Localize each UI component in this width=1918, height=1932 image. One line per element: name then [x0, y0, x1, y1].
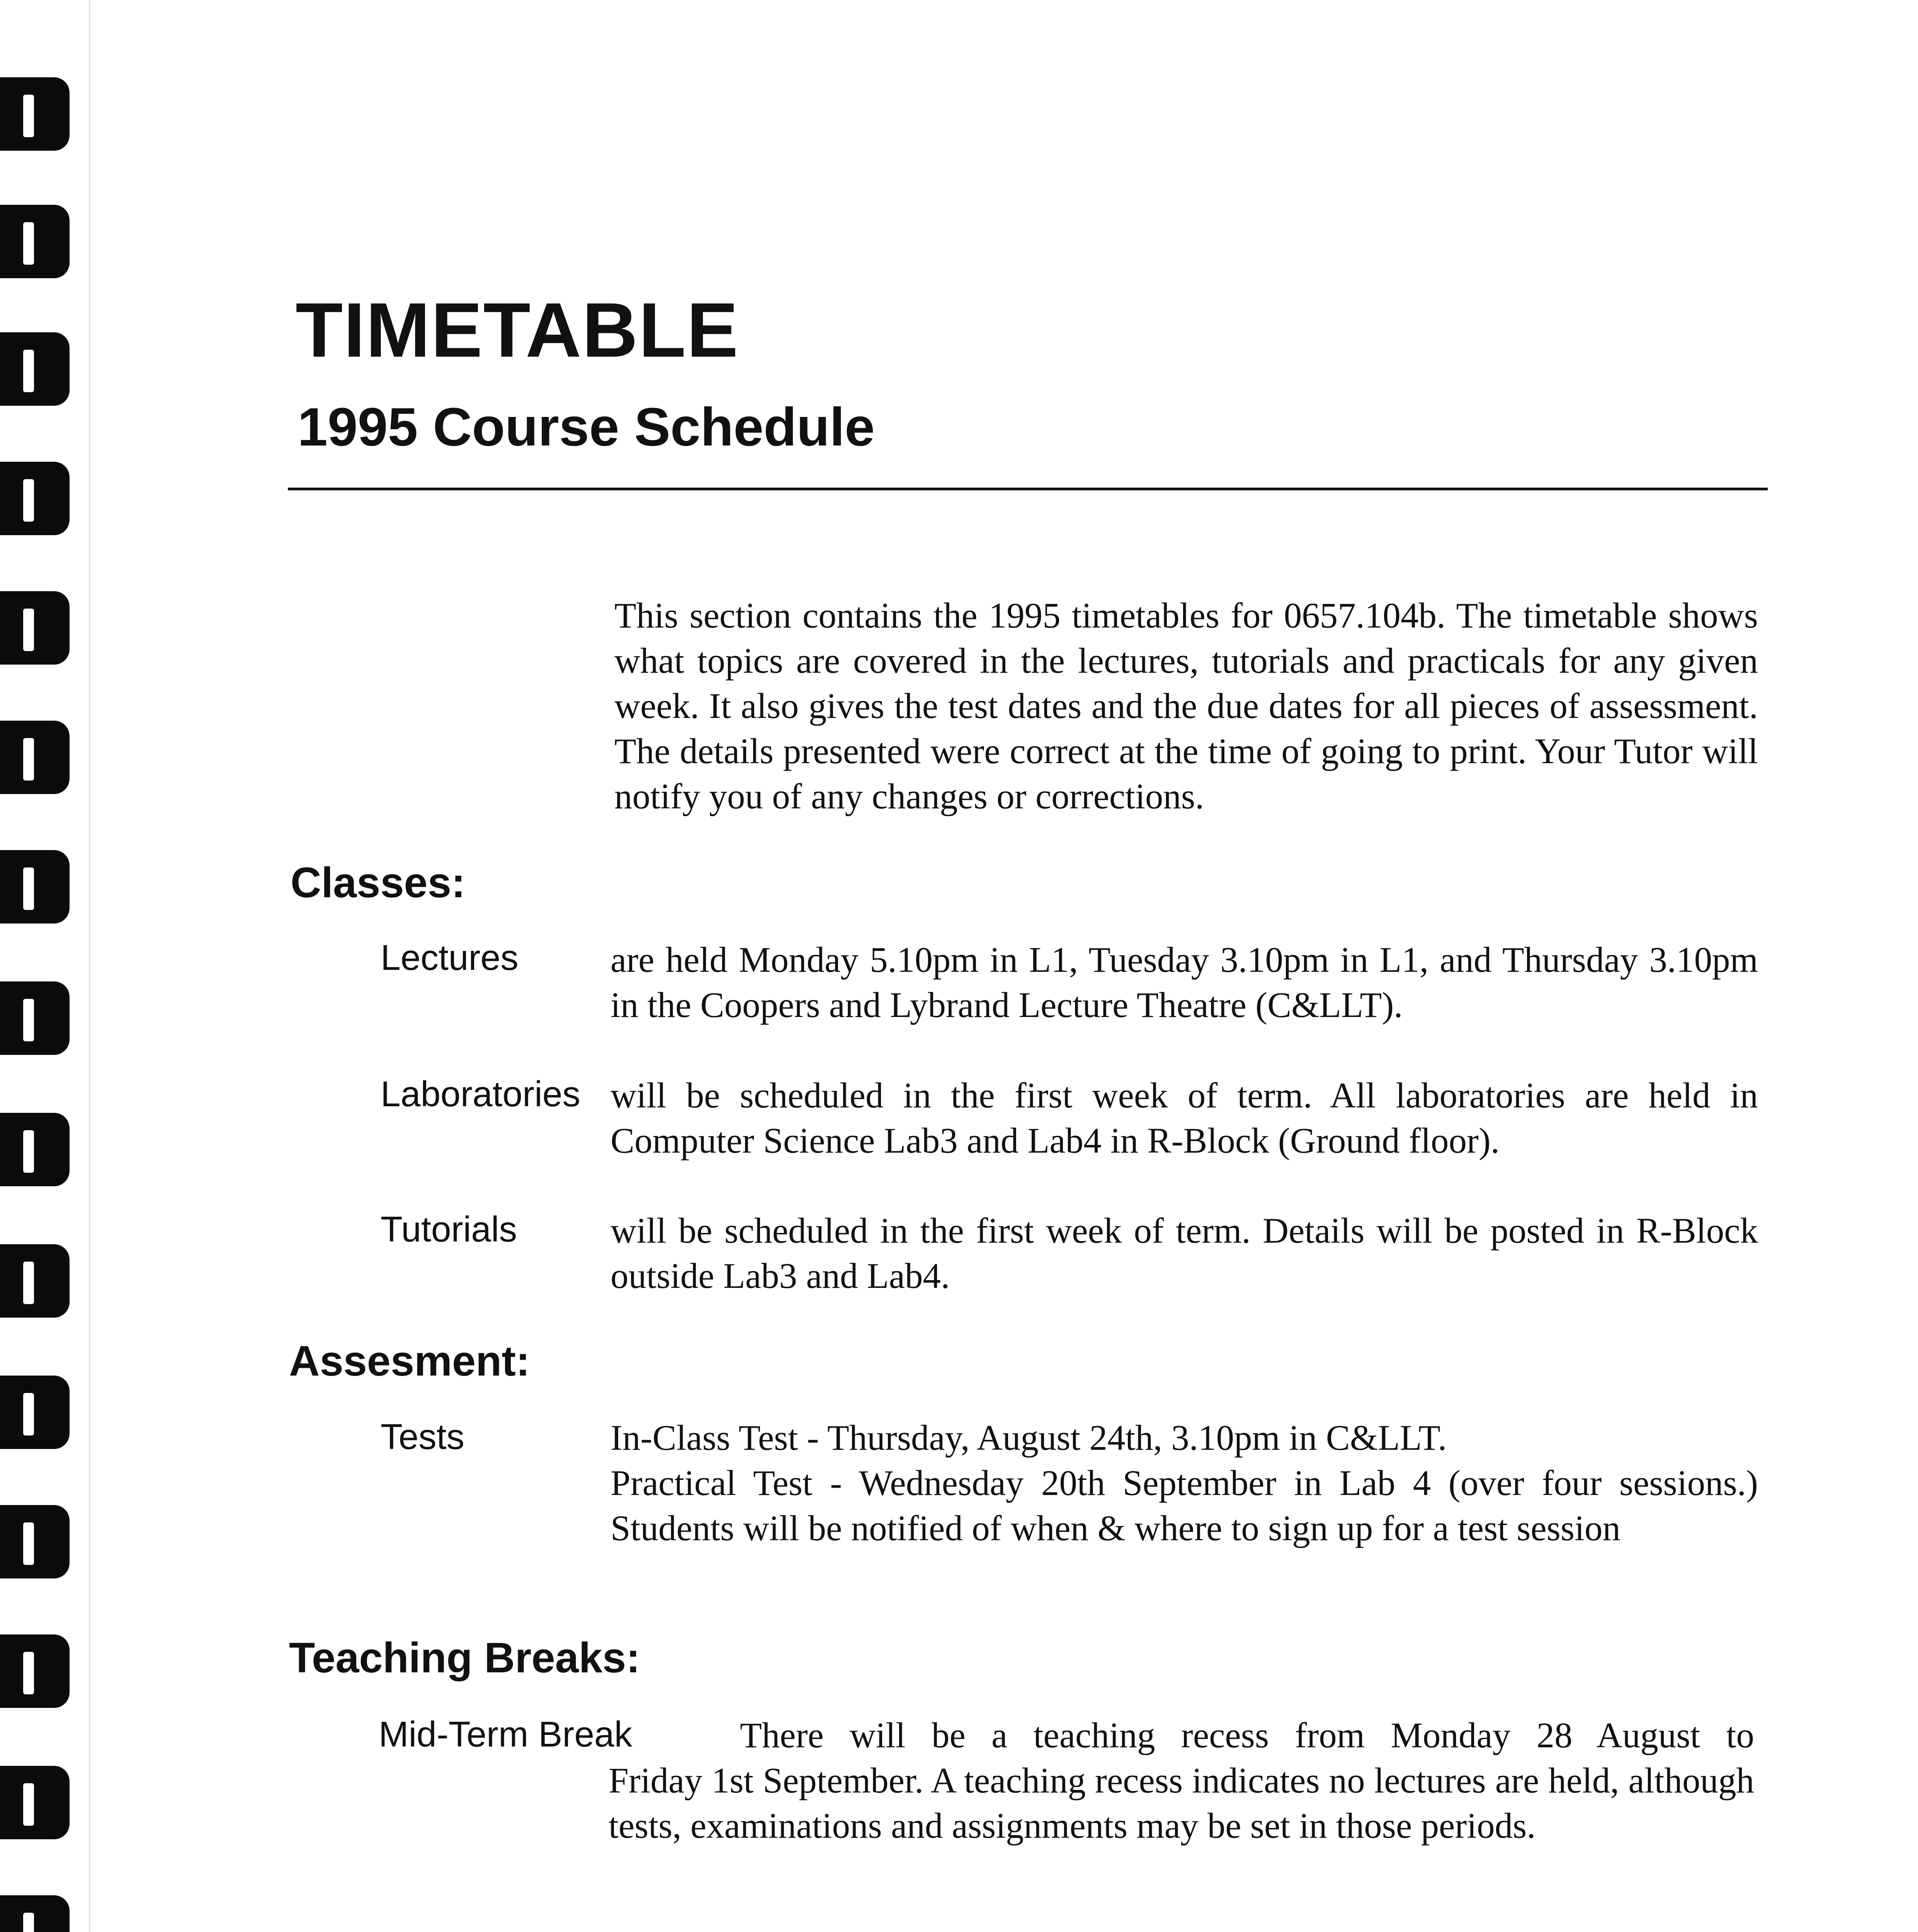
binding-ring — [0, 205, 70, 278]
binding-ring — [0, 591, 70, 665]
tests-details — [610, 1415, 1758, 1551]
binding-ring — [0, 1766, 70, 1839]
binding-ring — [0, 1505, 70, 1578]
header-divider — [288, 488, 1768, 490]
binding-ring — [0, 850, 70, 923]
tests-label: Tests — [381, 1417, 465, 1457]
binding-ring — [0, 332, 70, 406]
laboratories-text: will be scheduled in the first week of term. All laboratories are held in Computer Science Lab3 and Lab4 in R-Block (Ground floor). — [610, 1076, 1758, 1161]
mid-term-break-label: Mid-Term Break — [379, 1714, 633, 1754]
binding-ring — [0, 721, 70, 794]
tutorials-text: will be scheduled in the first week of term. Details will be posted in R-Block outside Lab3 and Lab4. — [610, 1211, 1758, 1296]
lectures-text: are held Monday 5.10pm in L1, Tuesday 3.10pm in L1, and Thursday 3.10pm in the Coopers and Lybrand Lecture Theatre (C&LLT). — [610, 940, 1758, 1025]
binding-ring — [0, 77, 70, 151]
page-title: TIMETABLE — [296, 287, 739, 373]
binding-ring — [0, 1634, 70, 1708]
mid-term-break-text-first-line: There will be a teaching recess from Monday 28 August to — [740, 1716, 1754, 1755]
binding-ring — [0, 462, 70, 535]
binding-ring — [0, 1376, 70, 1449]
lectures-label: Lectures — [381, 937, 519, 978]
binding-ring — [0, 1244, 70, 1318]
assessment-heading: Assesment: — [289, 1337, 530, 1385]
page-edge — [89, 0, 90, 1932]
in-class-test-text: In-Class Test - Thursday, August 24th, 3.10pm in C&LLT. — [610, 1418, 1447, 1458]
intro-paragraph: This section contains the 1995 timetables for 0657.104b. The timetable shows what topics are covered in the lectures, tutorials and practicals for any given week. It also gives the test dates and the due dates for all pieces of assessment. The details presented were correct at the time of going to print. Your Tutor will notify you of any changes or corrections. — [614, 596, 1758, 816]
laboratories-label: Laboratories — [381, 1074, 580, 1114]
page-subtitle: 1995 Course Schedule — [298, 396, 875, 457]
binding-ring — [0, 981, 70, 1055]
classes-heading: Classes: — [291, 859, 466, 906]
mid-term-break-text: Friday 1st September. A teaching recess indicates no lectures are held, although tests, examinations and assignments may be set in those periods. — [609, 1761, 1754, 1846]
spiral-binding — [0, 0, 77, 1932]
tutorials-label: Tutorials — [381, 1209, 517, 1249]
teaching-breaks-heading: Teaching Breaks: — [289, 1634, 640, 1682]
binding-ring — [0, 1113, 70, 1186]
practical-test-text: Practical Test - Wednesday 20th September in Lab 4 (over four sessions.) Students will be notified of when & where to sign up for a test session — [610, 1463, 1758, 1548]
binding-ring — [0, 1895, 70, 1932]
